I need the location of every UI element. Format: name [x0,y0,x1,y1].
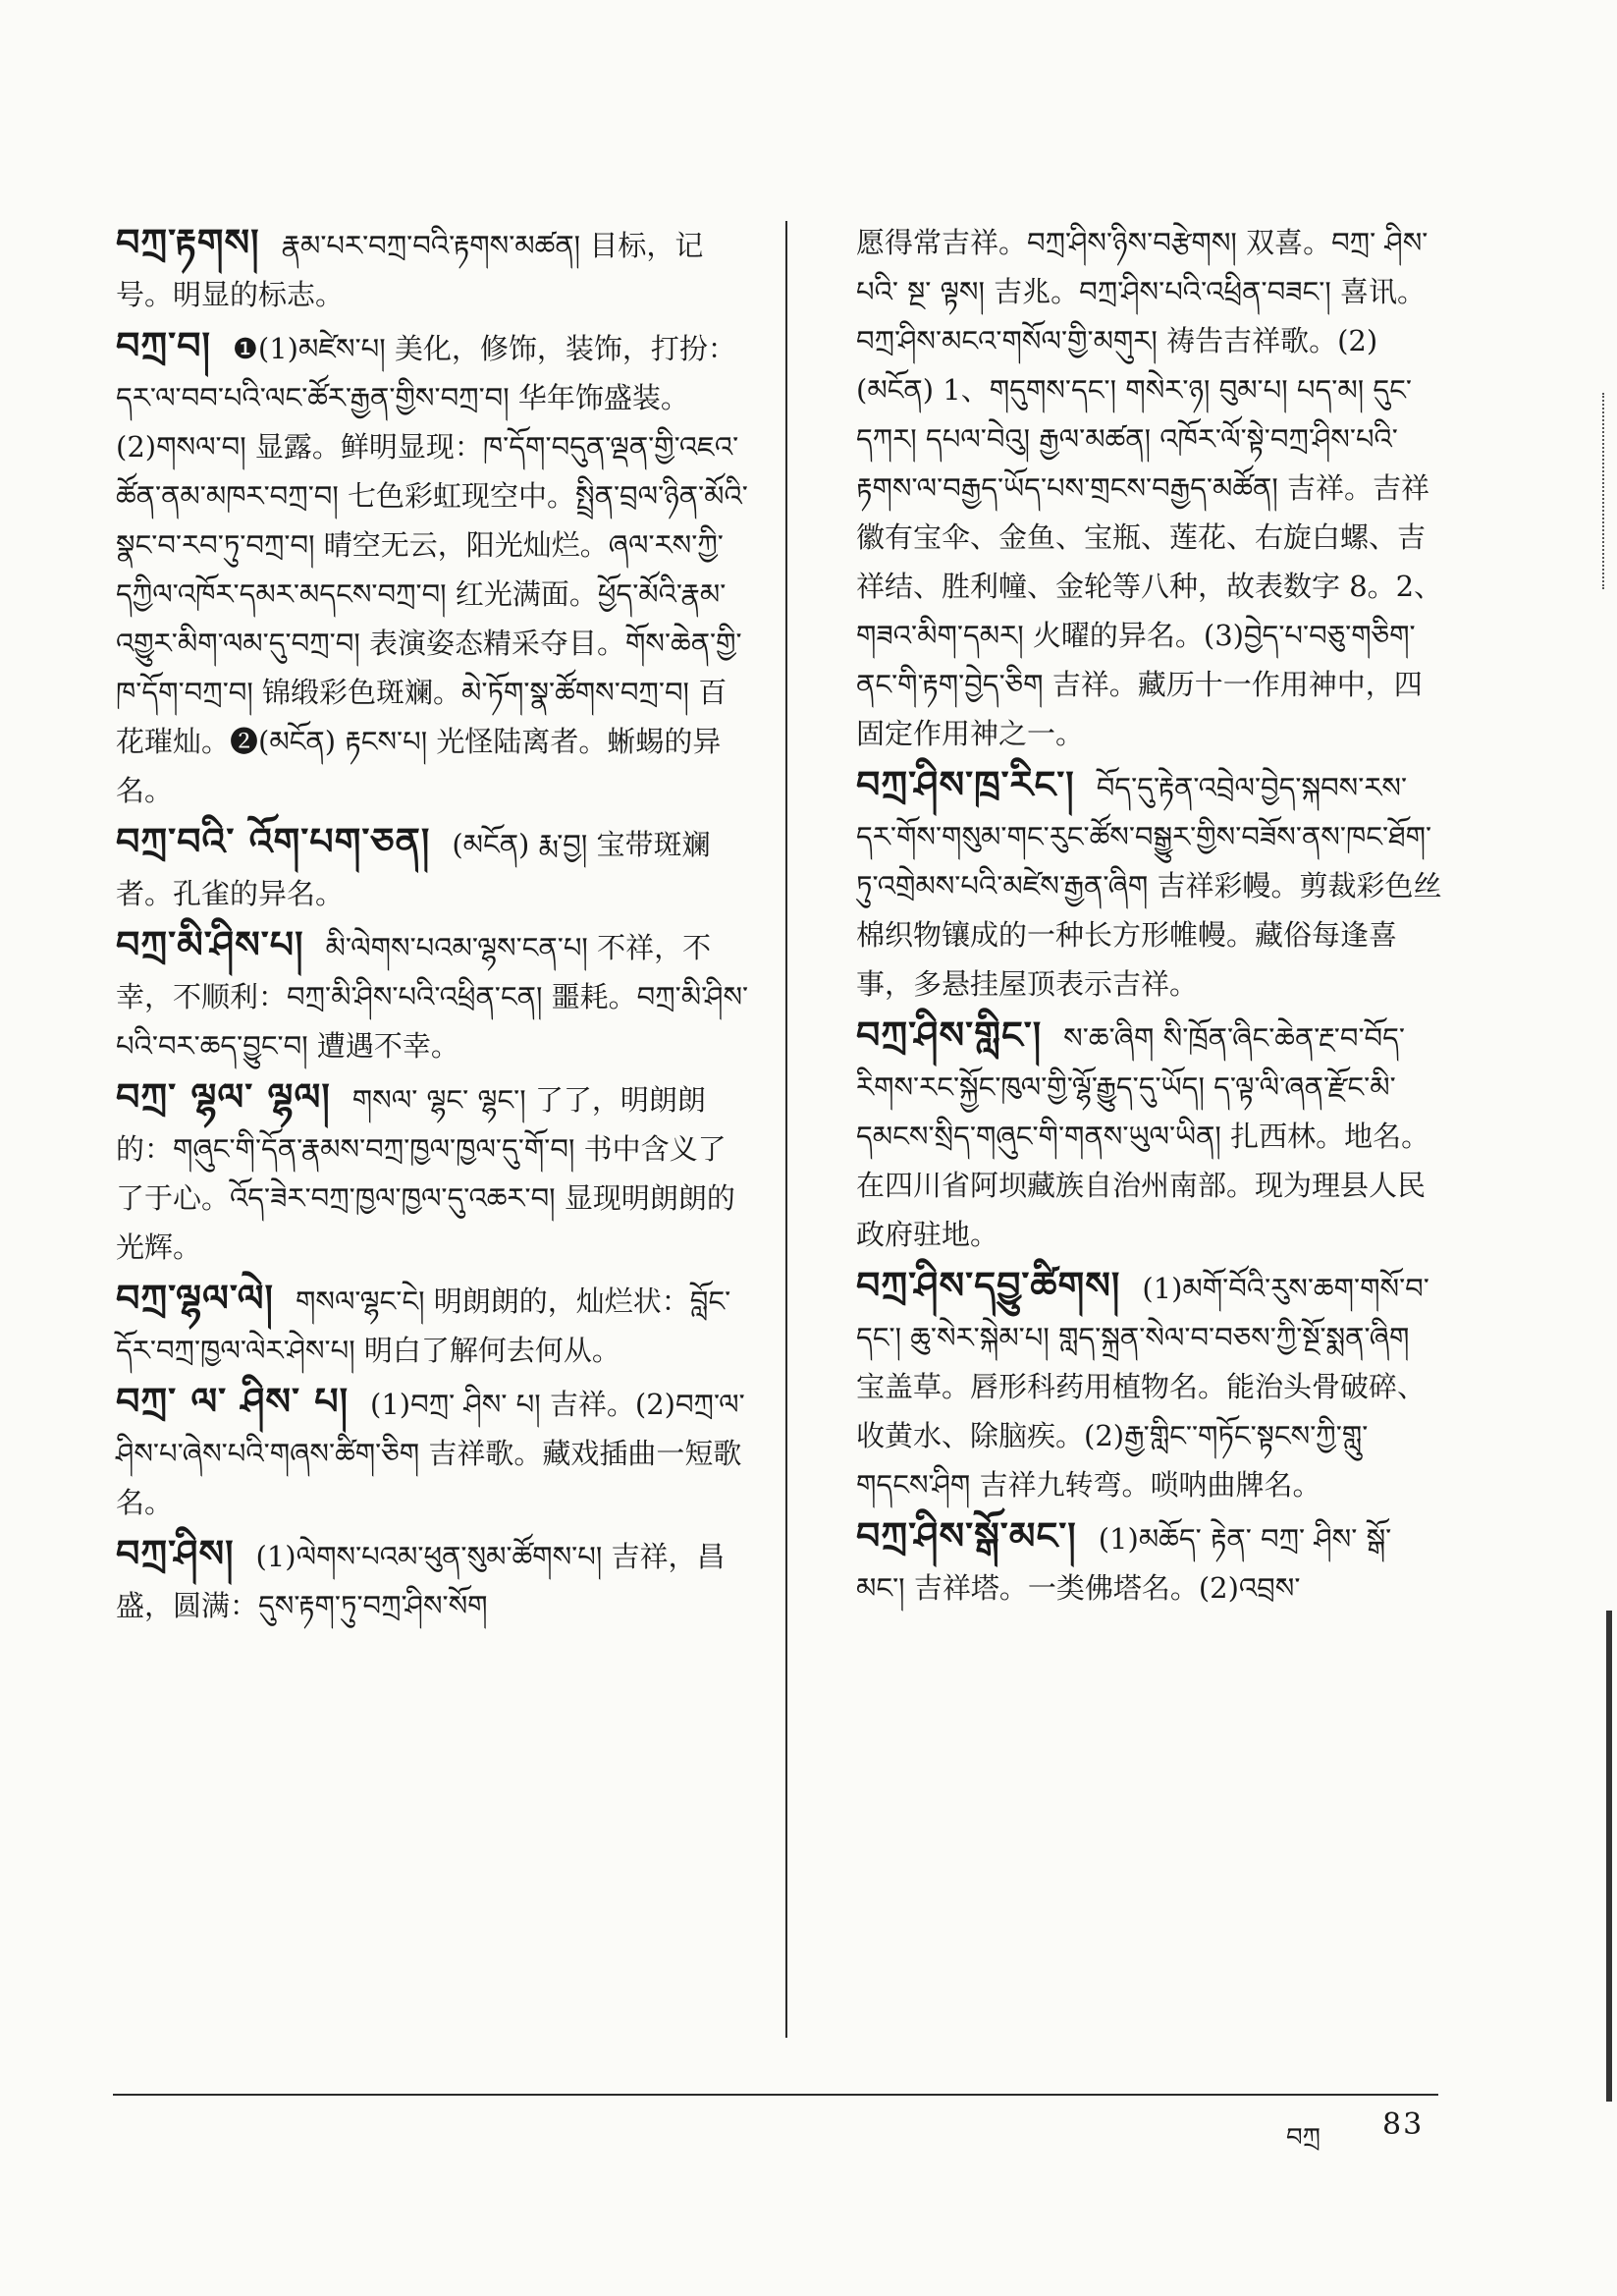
definition: གསལ་ལྷང་ངེ། 明朗朗的，灿烂状：བློང་དོར་བཀྲ་ཁྱལ་ལེར་ཤེས་པ། 明白了解何去何从。 [116,1285,731,1367]
definition: ❶(1)མཛེས་པ། 美化，修饰，装饰，打扮：དར་ལ་བབ་པའི་ལང་ཚོར་རྒྱན་གྱིས་བཀྲ་བ། 华年饰盛装。(2)གསལ་བ། 显露。鲜明显现：ཁ་དོག་བདུན་ལྡན་གྱི་འཇའ་ཚོན་ནམ་མཁར་བཀྲ་བ། 七色彩虹现空中。སྤྲིན་བྲལ་ཉིན་མོའི་སྣང་བ་རབ་ཏུ་བཀྲ་བ། 晴空无云，阳光灿烂。ཞལ་རས་ཀྱི་དཀྱིལ་འཁོར་དམར་མདངས་བཀྲ་བ། 红光满面。ཕྱོད་མོའི་རྣམ་འགྱུར་མིག་ལམ་དུ་བཀྲ་བ། 表演姿态精采夺目。གོས་ཆེན་གྱི་ཁ་དོག་བཀྲ་བ། 锦缎彩色斑斓。མེ་ཏོག་སྣ་ཚོགས་བཀྲ་བ། 百花璀灿。❷(མངོན) རྟངས་པ། 光怪陆离者。蜥蜴的异名。 [116,332,748,807]
scan-edge-marks [1602,393,1612,589]
entry-continuation [856,218,1445,758]
headword: བཀྲ་རྟགས། [116,221,260,264]
definition: 愿得常吉祥。བཀྲ་ཤིས་ཉིས་བརྩེགས། 双喜。བཀྲ་ ཤིས་ པའི་ སྔ་ ལྟས། 吉兆。བཀྲ་ཤིས་པའི་འཕྲིན་བཟང་། 喜讯。བཀྲ་ཤིས་མངའ་གསོལ་གྱི་མགུར། 祷告吉祥歌。(2)(མངོན) 1、གདུགས་དང་། གསེར་ཉ། བུམ་པ། པད་མ། དུང་དཀར། དཔལ་བེའུ། རྒྱལ་མཚན། འཁོར་ལོ་སྟེ་བཀྲ་ཤིས་པའི་རྟགས་ལ་བརྒྱད་ཡོད་པས་གྲངས་བརྒྱད་མཚོན། 吉祥。吉祥徽有宝伞、金鱼、宝瓶、莲花、右旋白螺、吉祥结、胜利幢、金轮等八种，故表数字 8。2、གཟའ་མིག་དམར། 火曜的异名。(3)བྱེད་པ་བཅུ་གཅིག་ནང་གི་རྟག་བྱེད་ཅིག 吉祥。藏历十一作用神中，四固定作用神之一。 [856,226,1443,750]
left-column [116,218,754,1632]
headword: བཀྲ་བའི་ འོག་པག་ཅན། [116,820,431,863]
headword: བཀྲ་ ལ་ ཤིས་ པ། [116,1380,350,1423]
entry [856,760,1445,1009]
entry [116,321,754,815]
definition: (1)མཆོད་ རྟེན་ བཀྲ་ ཤིས་ སྒོ་ མང་། 吉祥塔。一类佛塔名。(2)འབྲས་ [856,1522,1392,1605]
definition: མི་ལེགས་པའམ་ལྷས་ངན་པ། 不祥，不幸，不顺利：བཀྲ་མི་ཤིས་པའི་འཕྲིན་ངན། 噩耗。བཀྲ་མི་ཤིས་པའི་བར་ཆད་བྱུང་བ། 遭遇不幸。 [116,931,749,1063]
definition: (1)ལེགས་པའམ་ཕུན་སུམ་ཚོགས་པ། 吉祥，昌盛，圆满：དུས་རྟག་ཏུ་བཀྲ་ཤིས་སོག [116,1540,726,1622]
running-head: བཀྲ [1286,2123,1321,2153]
column-divider [785,221,787,2038]
entry [116,1274,754,1375]
headword: བཀྲ་ཤིས་གླིང་། [856,1013,1043,1057]
definition: བོད་དུ་རྟེན་འབྲེལ་བྱེད་སྐབས་རས་དར་གོས་གསུམ་གང་རུང་ཚོས་བསྒྱུར་གྱིས་བཟོས་ནས་ཁང་ཐོག་ཏུ་འགྲེམས་པའི་མཛེས་རྒྱན་ཞིག 吉祥彩幔。剪裁彩色丝棉织物镶成的一种长方形帷幔。藏俗每逢喜事，多悬挂屋顶表示吉祥。 [856,771,1442,1001]
headword: བཀྲ་ཤིས་ཁྲ་རིང་། [856,763,1075,806]
entry [856,1261,1445,1509]
definition: གསལ་ ལྷང་ ལྷང་། 了了，明朗朗的：གཞུང་གི་དོན་རྣམས་བཀྲ་ཁྱལ་ཁྱལ་དུ་གོ་བ། 书中含义了了于心。འོད་ཟེར་བཀྲ་ཁྱལ་ཁྱལ་དུ་འཆར་བ། 显现明朗朗的光辉。 [116,1083,735,1264]
headword: བཀྲ་ཤིས། [116,1532,235,1575]
entry [116,218,754,319]
headword: བཀྲ་ཤིས་སྒོ་མང་། [856,1514,1077,1558]
headword: བཀྲ་ལྷལ་ལེ། [116,1277,274,1320]
headword: བཀྲ་ ལྷལ་ ལྷལ། [116,1075,331,1119]
entry [116,1072,754,1272]
definition: ས་ཆ་ཞིག སི་ཁྲོན་ཞིང་ཆེན་རྔ་བ་བོད་རིགས་རང་སྐྱོང་ཁུལ་གྱི་ལྷོ་རྒྱུད་དུ་ཡོད། ད་ལྟ་ལི་ཞན་རྫོང་མི་དམངས་སྲིད་གཞུང་གི་གནས་ཡུལ་ཡིན། 扎西林。地名。在四川省阿坝藏族自治州南部。现为理县人民政府驻地。 [856,1021,1430,1251]
definition: (1)བཀྲ་ ཤིས་ པ། 吉祥。(2)བཀྲ་ལ་ཤིས་པ་ཞེས་པའི་གཞས་ཚིག་ཅིག 吉祥歌。藏戏插曲一短歌名。 [116,1388,745,1519]
right-column [856,218,1445,1614]
definition: (མངོན) རྨ་བྱ། 宝带斑斓者。孔雀的异名。 [116,828,711,910]
definition: (1)མགོ་བོའི་རུས་ཆག་གསོ་བ་དང་། ཆུ་སེར་སྐེམ་པ། གླད་སྐྲན་སེལ་བ་བཅས་ཀྱི་སྔོ་སྨན་ཞིག 宝盖草。唇形科药用植物名。能治头骨破碎、收黄水、除脑疾。(2)རྒྱ་གླིང་་གཏོང་སྟངས་ཀྱི་གླུ་གདངས་ཤིག 吉祥九转弯。唢呐曲牌名。 [856,1272,1429,1502]
headword: བཀྲ་མི་ཤིས་པ། [116,923,304,966]
headword: བཀྲ་ཤིས་དབྱུ་ཚིགས། [856,1264,1121,1307]
headword: བཀྲ་བ། [116,324,211,367]
entry [116,1529,754,1630]
scan-edge-bar [1606,1611,1612,2102]
entry [116,1377,754,1527]
page-number: 83 [1382,2107,1425,2142]
entry [856,1011,1445,1259]
entry [116,920,754,1070]
entry [856,1511,1445,1613]
footer-rule [113,2094,1438,2096]
definition: རྣམ་པར་བཀྲ་བའི་རྟགས་མཚན། 目标，记号。明显的标志。 [116,229,704,311]
entry [116,817,754,918]
